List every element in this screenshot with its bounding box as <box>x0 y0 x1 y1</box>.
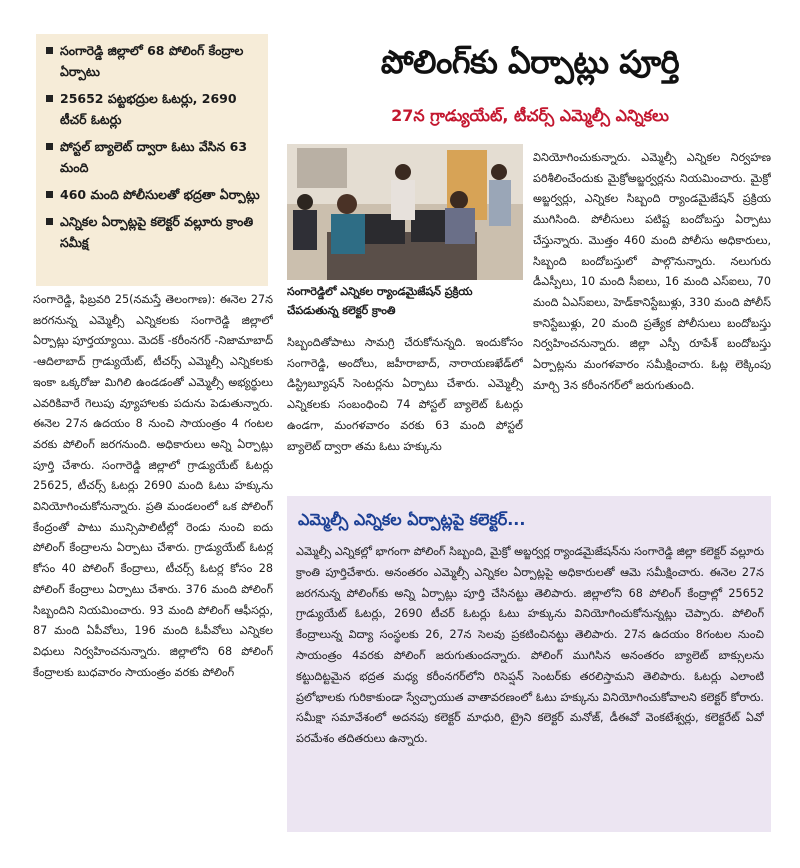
photo-illustration <box>287 144 523 280</box>
square-bullet-icon <box>46 143 53 150</box>
headline: పోలింగ్‌కు ఏర్పాట్లు పూర్తి <box>380 43 680 81</box>
article-text: సంగారెడ్డి, ఫిబ్రవరి 25(నమస్తే తెలంగాణ): ఈనెల 27న జరగనున్న ఎమ్మెల్సీ ఎన్నికలకు సంగారెడ్డి జిల్లాలో ఏర్పాట్లు పూర్తయ్యాయి. మెదక్ -కరీంనగర్ -నిజామాబాద్ -ఆదిలాబాద్ గ్రాడ్యుయేట్, టీచర్స్ ఎమ్మెల్సీ ఎన్నికలకు ఇంకా ఒక్కరోజు మిగిలి ఉండడంతో ఎమ్మెల్సీ అభ్యర్థులు ఎవరికివారే గెలుపు వ్యూహాలకు పదును పెడుతున్నారు. ఈనెల 27న ఉదయం 8 నుంచి సాయంత్రం 4 గంటల వరకు పోలింగ్ జరగనుంది. అధికారులు అన్ని ఏర్పాట్లు పూర్తి చేశారు. సంగారెడ్డి జిల్లాలో గ్రాడ్యుయేట్ ఓటర్లు 25625, టీచర్స్ ఓటర్లు 2690 మంది ఓటు హక్కును వినియోగించుకోనున్నారు. ప్రతి మండలంలో ఒక పోలింగ్ కేంద్రంతో పాటు మున్సిపాలిటీల్లో రెండు నుంచి ఐదు పోలింగ్ కేంద్రాలను ఏర్పాటు చేశారు. గ్రాడ్యుయేట్ ఓటర్ల కోసం 40 పోలింగ్ కేంద్రాలు, టీచర్స్ ఓటర్ల కోసం 28 పోలింగ్ కేంద్రాలు ఏర్పాటు చేశారు. 376 మంది పోలింగ్ సిబ్బందిని నియమించారు. 93 మంది పోలింగ్ ఆఫీసర్లు, 87 మంది ఏపీవోలు, 196 మంది ఓపీవోలు ఎన్నికల విధులు నిర్వహించనున్నారు. జిల్లాలోని 68 పోలింగ్ కేంద్రాలకు బుధవారం సాయంత్రం వరకు పోలింగ్ <box>33 293 273 679</box>
photo-caption: సంగారెడ్డిలో ఎన్నికల ర్యాండమైజేషన్ ప్రక్రియ చేపడుతున్న కలెక్టర్ క్రాంతి <box>287 285 473 317</box>
highlight-text: ఎన్నికల ఏర్పాట్లపై కలెక్టర్ వల్లూరు క్రాంతి సమీక్ష <box>60 214 254 250</box>
highlight-item <box>44 88 262 130</box>
article-column-1 <box>33 290 273 850</box>
article-text: వినియోగించుకున్నారు. ఎమ్మెల్సీ ఎన్నికల నిర్వహణ పరిశీలించేందుకు మైక్రోఅబ్జర్వర్లను నియమించారు. మైక్రో అబ్జర్వర్లు, ఎన్నికల సిబ్బంది ర్యాండమైజేషన్ ప్రక్రియ ముగిసింది. పోలీసులు పటిష్ట బందోబస్తు ఏర్పాటు చేస్తున్నారు. మొత్తం 460 మంది పోలీసు అధికారులు, సిబ్బంది బందోబస్తులో పాల్గొనున్నారు. నలుగురు డీఎస్పీలు, 10 మంది సీఐలు, 16 మంది ఎస్ఐలు, 70 మంది ఏఎస్ఐలు, హెడ్‌కానిస్టేబుళ్లు, 330 మంది పోలీస్ కానిస్టేబుళ్లు, 20 మంది ప్రత్యేక పోలీసులు బందోబస్తు నిర్వహించనున్నారు. జిల్లా ఎస్పీ రూపేశ్ బందోబస్తు ఏర్పాట్లను మంగళవారం సమీక్షించారు. ఓట్ల లెక్కింపు మార్చి 3న కరీంనగర్‌లో జరుగుతుంది. <box>533 151 771 392</box>
highlight-item <box>44 211 262 253</box>
sub-article-title: ఎమ్మెల్సీ ఎన్నికల ఏర్పాట్లపై కలెక్టర్... <box>298 510 526 529</box>
square-bullet-icon <box>46 218 53 225</box>
article-column-2 <box>287 333 523 477</box>
highlight-item <box>44 184 262 205</box>
highlight-text: 25652 పట్టభద్రుల ఓటర్లు, 2690 టీచర్ ఓటర్లు <box>60 91 237 127</box>
highlight-text: 460 మంది పోలీసులతో భద్రతా ఏర్పాట్లు <box>60 187 260 202</box>
highlights-box <box>36 34 268 286</box>
square-bullet-icon <box>46 47 53 54</box>
highlight-text: పోస్టల్ బ్యాలెట్ ద్వారా ఓటు వేసిన 63 మంది <box>60 139 248 175</box>
news-photo <box>287 144 523 280</box>
highlight-item <box>44 40 262 82</box>
highlight-item <box>44 136 262 178</box>
highlights-list <box>44 40 262 253</box>
article-text: సిబ్బందితోపాటు సామగ్రి చేరుకోనున్నది. ఇందుకోసం సంగారెడ్డి, అందోలు, జహీరాబాద్, నారాయణఖేడ్‌లో డిస్ట్రిబ్యూషన్ సెంటర్లను ఏర్పాటు చేశారు. ఎమ్మెల్సీ ఎన్నికలకు సంబంధించి 74 పోస్టల్ బ్యాలెట్ ఓటర్లు ఉండగా, మంగళవారం వరకు 63 మంది పోస్టల్ బ్యాలెట్ ద్వారా తమ ఓటు హక్కును <box>287 336 523 453</box>
highlight-text: సంగారెడ్డి జిల్లాలో 68 పోలింగ్ కేంద్రాల ఏర్పాటు <box>60 43 244 79</box>
subheadline: 27న గ్రాడ్యుయేట్, టీచర్స్ ఎమ్మెల్సీ ఎన్నికలు <box>391 106 669 125</box>
square-bullet-icon <box>46 191 53 198</box>
sub-article-body: ఎమ్మెల్సీ ఎన్నికల్లో భాగంగా పోలింగ్ సిబ్బంది, మైక్రో అబ్జర్వర్ల ర్యాండమైజేషన్‌ను సంగారెడ్డి జిల్లా కలెక్టర్ వల్లూరు క్రాంతి పూర్తిచేశారు. అనంతరం ఎమ్మెల్సీ ఎన్నికల ఏర్పాట్లపై అధికారులతో ఆమె సమీక్షించారు. ఈనెల 27న జరగనున్న పోలింగ్‌కు అన్ని ఏర్పాట్లు పూర్తి చేసినట్టు తెలిపారు. జిల్లాలోని 68 పోలింగ్ కేంద్రాల్లో 25652 గ్రాడ్యుయేట్ ఓటర్లు, 2690 టీచర్ ఓటర్లు ఓటు హక్కును వినియోగించుకోనున్నట్లు చెప్పారు. పోలింగ్ కేంద్రాలున్న విద్యా సంస్థలకు 26, 27న సెలవు ప్రకటించినట్టు తెలిపారు. 27న ఉదయం 8గంటల నుంచి సాయంత్రం 4వరకు పోలింగ్ జరుగుతుందన్నారు. పోలింగ్ ముగిసిన అనంతరం బ్యాలెట్ బాక్సులను కట్టుదిట్టమైన భద్రత మధ్య కరీంనగర్‌లోని రిసెప్షన్ సెంటర్‌కు తరలిస్తామని తెలిపారు. ఓటర్లు ఎలాంటి ప్రలోభాలకు గురికాకుండా స్వేచ్ఛాయుత వాతావరణంలో ఓటు హక్కును వినియోగించుకోవాలని కలెక్టర్ కోరారు. సమీక్షా సమావేశంలో అదనపు కలెక్టర్ మాధురి, ట్రైని కలెక్టర్ మనోజ్, డీఈవో వెంకటేశ్వర్లు, కలెక్టరేట్ ఏవో పరమేశం తదితరులు ఉన్నారు. <box>296 545 764 746</box>
square-bullet-icon <box>46 95 53 102</box>
article-column-3 <box>533 148 771 478</box>
